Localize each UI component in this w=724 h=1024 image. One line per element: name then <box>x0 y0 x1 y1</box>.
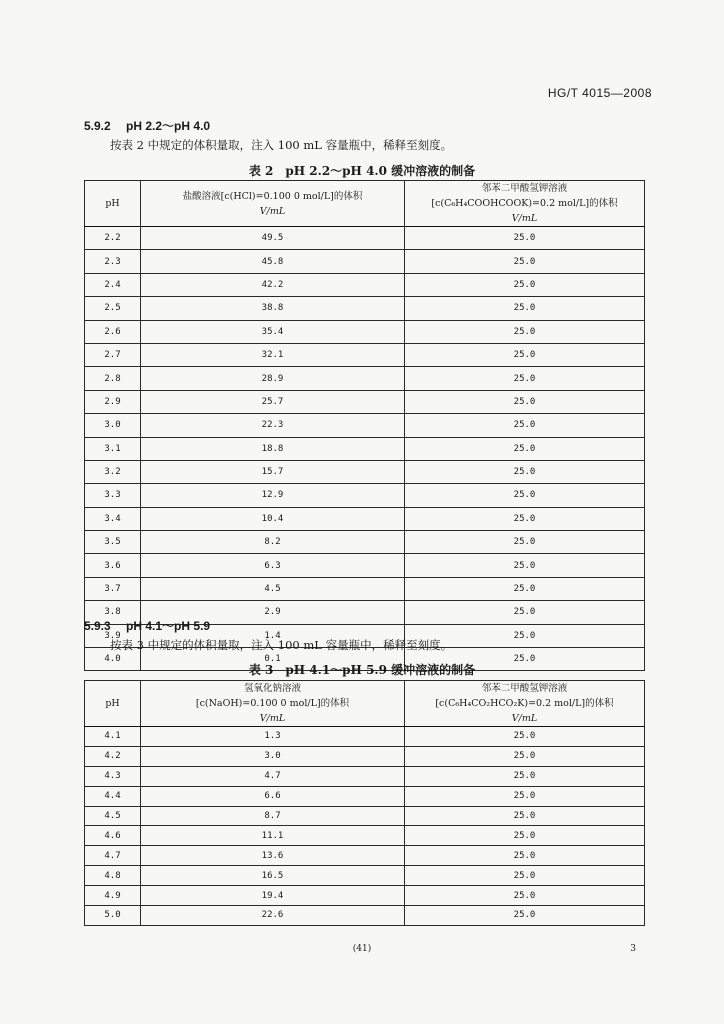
cell-ph: 4.8 <box>85 866 141 886</box>
cell-volume-b: 25.0 <box>405 437 645 460</box>
cell-volume-b: 25.0 <box>405 601 645 624</box>
table-header-row <box>85 181 645 227</box>
section-heading-5-9-2 <box>84 117 210 134</box>
cell-volume-a: 22.3 <box>141 414 405 437</box>
header-acid-volume: 盐酸溶液[c(HCl)=0.100 0 mol/L]的体积 V/mL <box>141 181 405 227</box>
cell-volume-a: 35.4 <box>141 320 405 343</box>
cell-volume-b: 25.0 <box>405 648 645 671</box>
cell-volume-b: 25.0 <box>405 414 645 437</box>
cell-ph: 3.8 <box>85 601 141 624</box>
section-number: 5.9.3 <box>84 619 111 633</box>
cell-ph: 2.4 <box>85 273 141 296</box>
cell-volume-b: 25.0 <box>405 367 645 390</box>
cell-ph: 4.6 <box>85 826 141 846</box>
cell-volume-b: 25.0 <box>405 343 645 366</box>
cell-volume-a: 13.6 <box>141 846 405 866</box>
cell-ph: 4.7 <box>85 846 141 866</box>
table-row <box>85 390 645 413</box>
cell-volume-b: 25.0 <box>405 846 645 866</box>
cell-volume-b: 25.0 <box>405 227 645 250</box>
header-ph: pH <box>85 681 141 727</box>
header-naoh-volume: 氢氧化钠溶液 [c(NaOH)=0.100 0 mol/L]的体积 V/mL <box>141 681 405 727</box>
cell-volume-b: 25.0 <box>405 484 645 507</box>
cell-volume-b: 25.0 <box>405 273 645 296</box>
buffer-table-3 <box>84 680 645 926</box>
cell-ph: 4.2 <box>85 746 141 766</box>
standard-code: HG/T 4015—2008 <box>547 86 652 100</box>
cell-volume-a: 1.4 <box>141 624 405 647</box>
cell-volume-a: 2.9 <box>141 601 405 624</box>
table-row <box>85 273 645 296</box>
header-phthalate-volume: 邻苯二甲酸氢钾溶液 [c(C₆H₄CO₂HCO₂K)=0.2 mol/L]的体积 V/mL <box>405 681 645 727</box>
section-instruction: 按表 3 中规定的体积量取，注入 100 mL 容量瓶中，稀释至刻度。 <box>110 638 453 652</box>
page-number: 3 <box>630 944 636 954</box>
cell-volume-b: 25.0 <box>405 826 645 846</box>
table-caption: 表 2 pH 2.2～pH 4.0 缓冲溶液的制备 <box>248 164 476 178</box>
table-row <box>85 320 645 343</box>
section-number: 5.9.2 <box>84 119 111 133</box>
cell-volume-b: 25.0 <box>405 460 645 483</box>
table-row <box>85 484 645 507</box>
cell-ph: 2.9 <box>85 390 141 413</box>
table-row <box>85 886 645 906</box>
cell-ph: 3.3 <box>85 484 141 507</box>
table-row <box>85 437 645 460</box>
section-title: pH 2.2～pH 4.0 <box>126 119 211 133</box>
cell-volume-b: 25.0 <box>405 624 645 647</box>
cell-volume-a: 6.3 <box>141 554 405 577</box>
cell-volume-a: 6.6 <box>141 786 405 806</box>
table-row <box>85 727 645 747</box>
table-row <box>85 746 645 766</box>
table-row <box>85 367 645 390</box>
cell-volume-b: 25.0 <box>405 250 645 273</box>
cell-ph: 4.9 <box>85 886 141 906</box>
table-row <box>85 806 645 826</box>
cell-volume-a: 3.0 <box>141 746 405 766</box>
header-phthalate-volume: 邻苯二甲酸氢钾溶液 [c(C₆H₄COOHCOOK)=0.2 mol/L]的体积 V/mL <box>405 181 645 227</box>
cell-volume-a: 45.8 <box>141 250 405 273</box>
cell-volume-b: 25.0 <box>405 577 645 600</box>
cell-ph: 3.9 <box>85 624 141 647</box>
cell-ph: 5.0 <box>85 906 141 926</box>
cell-volume-a: 16.5 <box>141 866 405 886</box>
cell-volume-b: 25.0 <box>405 866 645 886</box>
cell-volume-a: 4.7 <box>141 766 405 786</box>
cell-ph: 3.6 <box>85 554 141 577</box>
cell-volume-b: 25.0 <box>405 390 645 413</box>
table-row <box>85 227 645 250</box>
cell-volume-a: 19.4 <box>141 886 405 906</box>
table-row <box>85 826 645 846</box>
cell-ph: 3.4 <box>85 507 141 530</box>
page-folio: (41) <box>352 944 372 954</box>
table-row <box>85 846 645 866</box>
table-row <box>85 906 645 926</box>
cell-volume-a: 8.2 <box>141 531 405 554</box>
cell-volume-b: 25.0 <box>405 320 645 343</box>
cell-volume-a: 49.5 <box>141 227 405 250</box>
cell-volume-a: 1.3 <box>141 727 405 747</box>
cell-volume-a: 15.7 <box>141 460 405 483</box>
table-row <box>85 460 645 483</box>
table-row <box>85 866 645 886</box>
section-instruction: 按表 2 中规定的体积量取，注入 100 mL 容量瓶中，稀释至刻度。 <box>110 138 453 152</box>
cell-volume-a: 8.7 <box>141 806 405 826</box>
table-row <box>85 297 645 320</box>
cell-ph: 4.5 <box>85 806 141 826</box>
cell-ph: 3.7 <box>85 577 141 600</box>
cell-ph: 4.0 <box>85 648 141 671</box>
cell-volume-a: 32.1 <box>141 343 405 366</box>
cell-ph: 2.3 <box>85 250 141 273</box>
buffer-table-2 <box>84 180 645 671</box>
cell-ph: 3.5 <box>85 531 141 554</box>
cell-ph: 3.2 <box>85 460 141 483</box>
table-row <box>85 531 645 554</box>
cell-volume-a: 28.9 <box>141 367 405 390</box>
table-row <box>85 507 645 530</box>
cell-ph: 3.0 <box>85 414 141 437</box>
cell-ph: 2.8 <box>85 367 141 390</box>
cell-ph: 2.2 <box>85 227 141 250</box>
cell-ph: 2.7 <box>85 343 141 366</box>
cell-ph: 3.1 <box>85 437 141 460</box>
cell-volume-b: 25.0 <box>405 766 645 786</box>
cell-volume-b: 25.0 <box>405 727 645 747</box>
cell-volume-a: 12.9 <box>141 484 405 507</box>
table-row <box>85 414 645 437</box>
cell-volume-b: 25.0 <box>405 886 645 906</box>
table-row <box>85 250 645 273</box>
cell-volume-a: 11.1 <box>141 826 405 846</box>
cell-volume-a: 18.8 <box>141 437 405 460</box>
section-heading-5-9-3 <box>84 617 210 634</box>
cell-ph: 2.5 <box>85 297 141 320</box>
cell-volume-b: 25.0 <box>405 531 645 554</box>
table-row <box>85 343 645 366</box>
header-ph: pH <box>85 181 141 227</box>
cell-volume-b: 25.0 <box>405 507 645 530</box>
cell-volume-b: 25.0 <box>405 906 645 926</box>
cell-volume-b: 25.0 <box>405 746 645 766</box>
table-row <box>85 577 645 600</box>
cell-volume-b: 25.0 <box>405 786 645 806</box>
cell-ph: 4.3 <box>85 766 141 786</box>
table-row <box>85 554 645 577</box>
cell-volume-b: 25.0 <box>405 806 645 826</box>
table-row <box>85 786 645 806</box>
cell-volume-a: 10.4 <box>141 507 405 530</box>
cell-ph: 2.6 <box>85 320 141 343</box>
cell-volume-a: 38.8 <box>141 297 405 320</box>
cell-volume-a: 25.7 <box>141 390 405 413</box>
cell-volume-a: 4.5 <box>141 577 405 600</box>
cell-volume-b: 25.0 <box>405 554 645 577</box>
cell-ph: 4.1 <box>85 727 141 747</box>
cell-volume-a: 22.6 <box>141 906 405 926</box>
table-caption: 表 3 pH 4.1～pH 5.9 缓冲溶液的制备 <box>248 663 476 677</box>
table-header-row <box>85 681 645 727</box>
cell-volume-b: 25.0 <box>405 297 645 320</box>
table-row <box>85 766 645 786</box>
cell-volume-a: 42.2 <box>141 273 405 296</box>
cell-volume-a: 0.1 <box>141 648 405 671</box>
cell-ph: 4.4 <box>85 786 141 806</box>
section-title: pH 4.1～pH 5.9 <box>126 619 211 633</box>
